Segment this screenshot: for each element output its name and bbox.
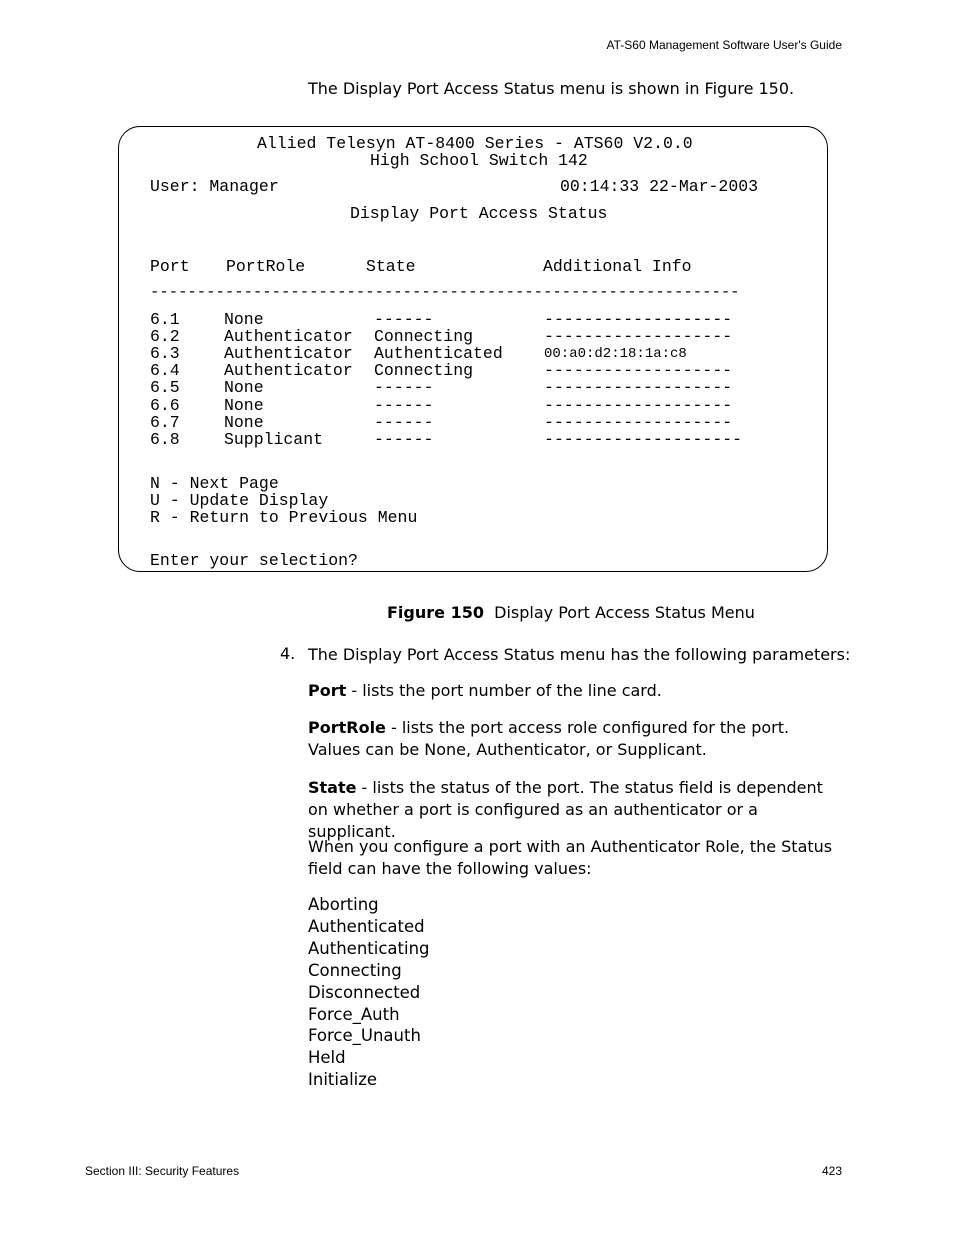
intro-paragraph: The Display Port Access Status menu is shown in Figure 150.	[308, 79, 795, 98]
figure-label: Figure 150	[387, 603, 484, 622]
running-header: AT-S60 Management Software User's Guide	[606, 38, 842, 52]
table-cell-port: 6.6	[150, 395, 180, 415]
table-cell-state: ------	[374, 395, 434, 415]
table-cell-info: -------------------	[544, 378, 733, 398]
figure-caption	[387, 603, 755, 622]
page-number: 423	[821, 1164, 842, 1178]
authenticator-intro: When you configure a port with an Authenticator Role, the Status field can have the following values:	[308, 837, 833, 878]
status-value-item: Connecting	[308, 960, 402, 980]
table-cell-role: Authenticator	[224, 344, 353, 364]
param-state-desc: - lists the status of the port. The status field is dependent on whether a port is configured as an authenticator or a supplicant.	[308, 778, 823, 841]
terminal-title-line-2: High School Switch 142	[370, 151, 588, 170]
table-cell-info: -------------------	[544, 327, 733, 347]
column-header-info: Additional Info	[543, 257, 692, 276]
status-value-item: Authenticated	[308, 916, 425, 936]
table-cell-role: None	[224, 378, 264, 398]
status-value-item: Aborting	[308, 895, 379, 914]
table-cell-port: 6.5	[150, 378, 180, 398]
table-cell-role: None	[224, 395, 264, 415]
terminal-screen-title: Display Port Access Status	[350, 204, 608, 223]
column-header-portrole: PortRole	[226, 257, 306, 276]
table-cell-state: ------	[374, 429, 434, 449]
table-cell-info: -------------------	[544, 395, 733, 415]
status-values-list	[308, 894, 430, 1091]
table-cell-port: 6.8	[150, 429, 180, 449]
table-cell-role: Authenticator	[224, 361, 353, 381]
status-value-item: Force_Unauth	[308, 1026, 421, 1046]
param-state	[308, 777, 838, 843]
option-next-page: N - Next Page	[150, 474, 279, 493]
table-cell-role: Authenticator	[224, 327, 353, 347]
table-separator: ---------------------------------------------------------------	[150, 283, 740, 301]
step-text: The Display Port Access Status menu has the following parameters:	[308, 645, 851, 664]
table-cell-port: 6.2	[150, 327, 180, 347]
status-value-item: Disconnected	[308, 982, 421, 1002]
table-cell-role: Supplicant	[224, 429, 324, 449]
table-cell-port: 6.1	[150, 310, 180, 329]
step-number: 4.	[280, 644, 296, 663]
terminal-user: User: Manager	[150, 177, 279, 196]
param-portrole-desc: - lists the port access role configured for the port. Values can be None, Authenticator, or Supplicant.	[308, 718, 790, 759]
table-cell-info: -------------------	[544, 310, 733, 329]
status-value-item: Held	[308, 1048, 346, 1068]
table-cell-info: --------------------	[544, 429, 743, 449]
figure-title: Display Port Access Status Menu	[494, 603, 755, 622]
param-port-term: Port	[308, 681, 347, 700]
table-cell-state: Connecting	[374, 327, 474, 347]
option-return: R - Return to Previous Menu	[150, 508, 418, 527]
param-portrole	[308, 717, 838, 761]
table-cell-role: None	[224, 412, 264, 432]
table-cell-state: Connecting	[374, 361, 474, 381]
table-cell-info: -------------------	[544, 361, 733, 381]
table-cell-state: ------	[374, 310, 434, 329]
terminal-title-line-1: Allied Telesyn AT-8400 Series - ATS60 V2.0.0	[257, 134, 693, 153]
status-value-item: Authenticating	[308, 938, 430, 958]
param-port-desc: - lists the port number of the line card.	[346, 681, 662, 700]
table-cell-info: -------------------	[544, 412, 733, 432]
status-value-item: Force_Auth	[308, 1004, 400, 1024]
table-cell-port: 6.7	[150, 412, 180, 432]
table-cell-port: 6.4	[150, 361, 180, 381]
param-port	[308, 680, 838, 702]
table-cell-info: 00:a0:d2:18:1a:c8	[544, 346, 687, 363]
footer-section: Section III: Security Features	[85, 1164, 240, 1178]
table-cell-state: ------	[374, 378, 434, 398]
table-cell-port: 6.3	[150, 344, 180, 364]
param-state-term: State	[308, 778, 357, 797]
status-value-item: Initialize	[308, 1070, 378, 1090]
option-update-display: U - Update Display	[150, 491, 329, 510]
param-portrole-term: PortRole	[308, 718, 386, 737]
terminal-prompt: Enter your selection?	[150, 551, 358, 570]
table-cell-state: Authenticated	[374, 344, 503, 364]
table-cell-role: None	[224, 310, 264, 329]
table-cell-state: ------	[374, 412, 434, 432]
column-header-state: State	[366, 257, 416, 276]
terminal-datetime: 00:14:33 22-Mar-2003	[560, 177, 759, 196]
column-header-port: Port	[150, 257, 190, 276]
